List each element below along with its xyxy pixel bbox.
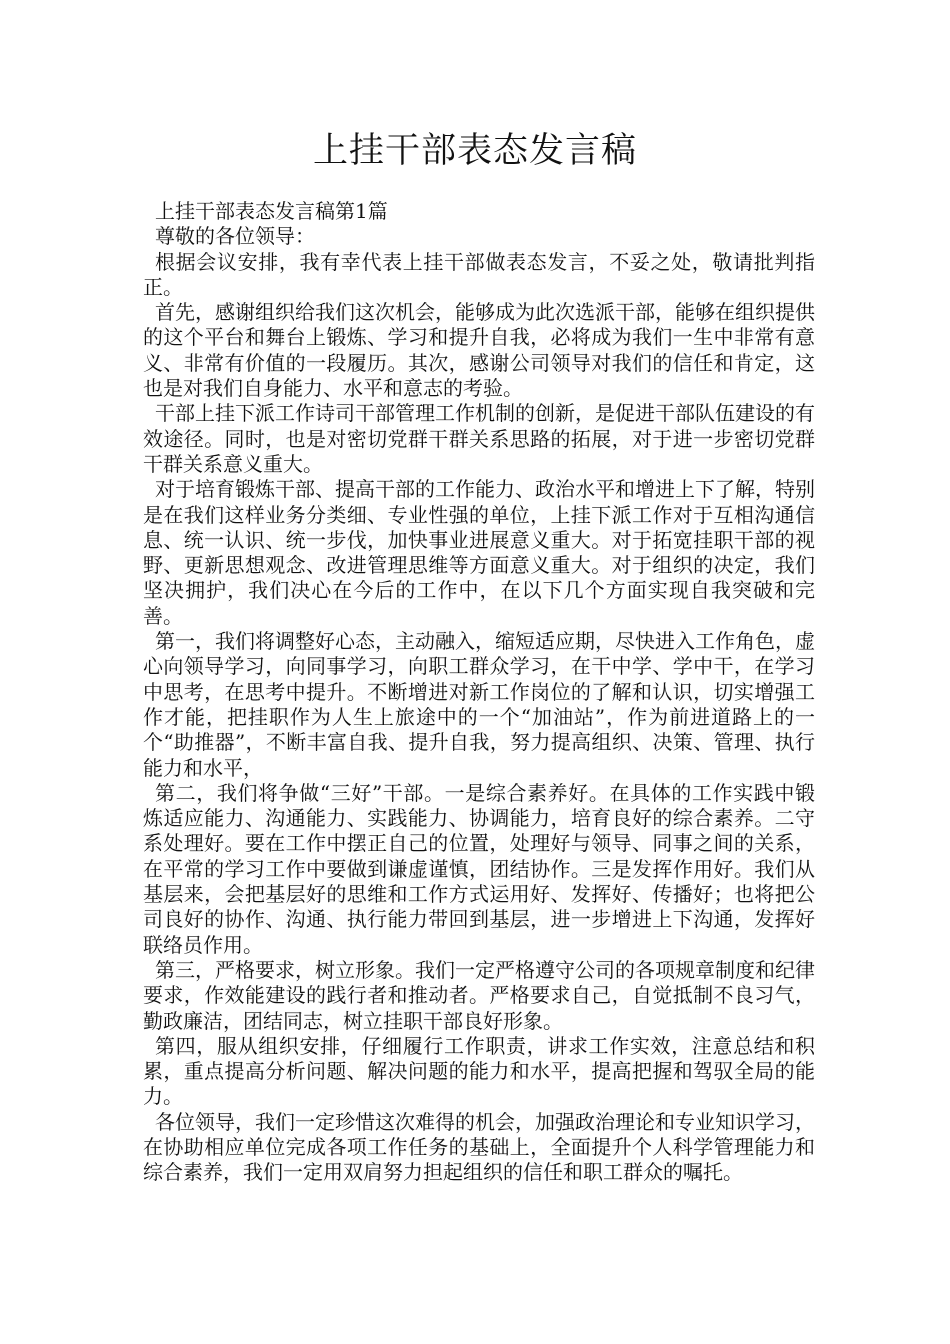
paragraph-significance: 对于培育锻炼干部、提高干部的工作能力、政治水平和增进上下了解，特别是在我们这样业务分类细、专业性强的单位，上挂下派工作对于互相沟通信息、统一认识、统一步伐，加快事业进展意义重大。对于拓宽挂职干部的视野、更新思想观念、改进管理思维等方面意义重大。对于组织的决定，我们坚决拥护，我们决心在今后的工作中，在以下几个方面实现自我突破和完善。	[143, 477, 815, 628]
article-heading: 上挂干部表态发言稿第1篇	[155, 199, 388, 223]
salutation: 尊敬的各位领导：	[155, 224, 315, 249]
paragraph-closing: 各位领导，我们一定珍惜这次难得的机会，加强政治理论和专业知识学习，在协助相应单位完成各项工作任务的基础上，全面提升个人科学管理能力和综合素养，我们一定用双肩努力担起组织的信任和职工群众的嘱托。	[143, 1109, 815, 1185]
paragraph-second: 第二，我们将争做“三好”干部。一是综合素养好。在具体的工作实践中锻炼适应能力、沟通能力、实践能力、协调能力，培育良好的综合素养。二守系处理好。要在工作中摆正自己的位置，处理好与领导、同事之间的关系，在平常的学习工作中要做到谦虚谨慎，团结协作。三是发挥作用好。我们从基层来，会把基层好的思维和工作方式运用好、发挥好、传播好；也将把公司良好的协作、沟通、执行能力带回到基层，进一步增进上下沟通，发挥好联络员作用。	[143, 780, 815, 957]
paragraph-intro: 根据会议安排，我有幸代表上挂干部做表态发言，不妥之处，敬请批判指正。	[143, 249, 815, 299]
paragraph-thanks: 首先，感谢组织给我们这次机会，能够成为此次选派干部，能够在组织提供的这个平台和舞台上锻炼、学习和提升自我，必将成为我们一生中非常有意义、非常有价值的一段履历。其次，感谢公司领导对我们的信任和肯定，这也是对我们自身能力、水平和意志的考验。	[143, 300, 815, 401]
paragraph-third: 第三，严格要求，树立形象。我们一定严格遵守公司的各项规章制度和纪律要求，作效能建设的践行者和推动者。严格要求自己，自觉抵制不良习气，勤政廉洁，团结同志，树立挂职干部良好形象。	[143, 957, 815, 1033]
paragraph-first: 第一，我们将调整好心态，主动融入，缩短适应期，尽快进入工作角色，虚心向领导学习，向同事学习，向职工群众学习，在干中学、学中干，在学习中思考，在思考中提升。不断增进对新工作岗位的了解和认识，切实增强工作才能，把挂职作为人生上旅途中的一个“加油站”，作为前进道路上的一个“助推器”，不断丰富自我、提升自我，努力提高组织、决策、管理、执行能力和水平，	[143, 629, 815, 780]
paragraph-mechanism: 干部上挂下派工作诗司干部管理工作机制的创新，是促进干部队伍建设的有效途径。同时，也是对密切党群干群关系思路的拓展，对于进一步密切党群干群关系意义重大。	[143, 401, 815, 476]
paragraph-fourth: 第四，服从组织安排，仔细履行工作职责，讲求工作实效，注意总结和积累，重点提高分析问题、解决问题的能力和水平，提高把握和驾驭全局的能力。	[143, 1033, 815, 1109]
document-title: 上挂干部表态发言稿	[312, 131, 637, 171]
document-body	[143, 199, 815, 1186]
